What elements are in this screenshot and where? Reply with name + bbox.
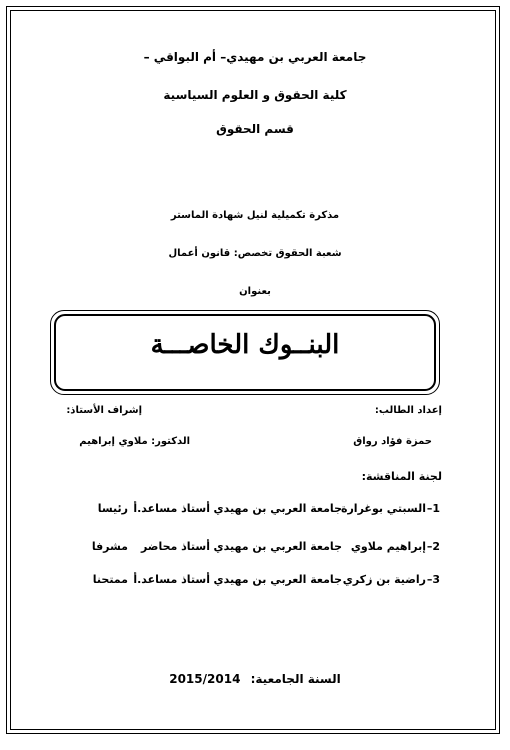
supervisor-name: الدكتور: ملاوي إبراهيم <box>79 436 190 447</box>
member-role: ممتحنا <box>92 573 128 586</box>
faculty-name: كلية الحقوق و العلوم السياسية <box>163 88 347 102</box>
member-rank: أستاذ مساعد.أ <box>133 573 210 586</box>
titled-label: بعنوان <box>239 286 271 297</box>
student-name: حمزة فؤاد رواق <box>353 436 432 447</box>
member-role: مشرفا <box>91 540 128 553</box>
member-name: راضية بن زكري <box>342 573 426 586</box>
member-number: 1– <box>426 502 440 515</box>
academic-year-label: السنة الجامعية: <box>250 672 341 686</box>
specialty-branch: شعبة الحقوق تخصص: قانون أعمال <box>168 248 342 259</box>
university-name: جامعة العربي بن مهيدي– أم البواقي – <box>143 50 367 64</box>
thesis-title: البنــوك الخاصـــة <box>150 330 340 360</box>
member-role: رئيسا <box>97 502 128 515</box>
department-name: قسم الحقوق <box>216 122 294 136</box>
member-name: إبراهيم ملاوي <box>350 540 426 553</box>
member-rank: أستاذ محاضر <box>140 540 210 553</box>
prepared-by-label: إعداد الطالب: <box>374 405 442 416</box>
committee-member-2 <box>88 540 440 553</box>
member-name: السبتي بوغرارة <box>340 502 426 515</box>
memo-type: مذكرة تكميلية لنيل شهادة الماستر <box>170 210 340 221</box>
committee-label: لجنة المناقشة: <box>361 470 442 483</box>
committee-member-3 <box>88 573 440 586</box>
member-rank: أستاذ مساعد.أ <box>133 502 210 515</box>
member-university: جامعة العربي بن مهيدي <box>213 502 342 515</box>
member-university: جامعة العربي بن مهيدي <box>213 573 342 586</box>
member-number: 2– <box>426 540 440 553</box>
academic-year <box>0 672 510 686</box>
academic-year-value: 2015/2014 <box>169 672 241 686</box>
member-number: 3– <box>426 573 440 586</box>
member-university: جامعة العربي بن مهيدي <box>213 540 342 553</box>
committee-member-1 <box>88 502 440 515</box>
supervision-label: إشراف الأستاذ: <box>66 405 142 416</box>
